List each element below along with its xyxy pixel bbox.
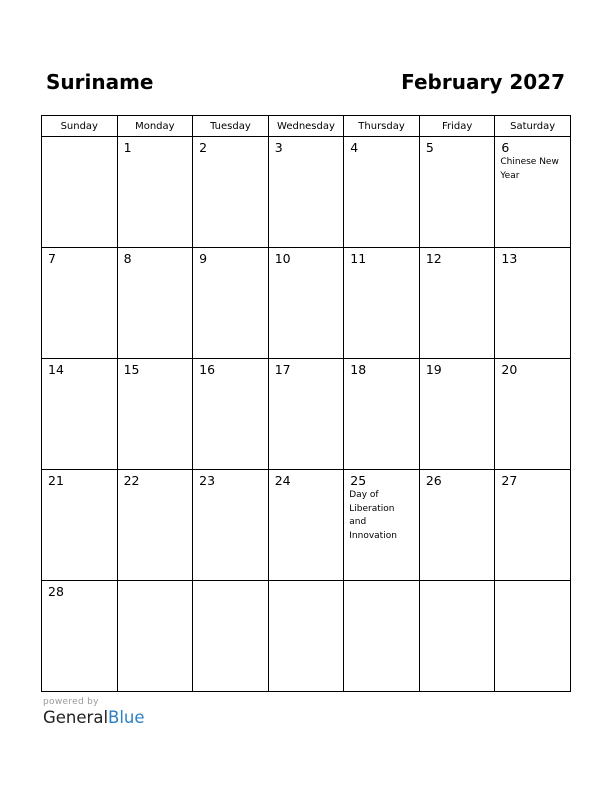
country-title: Suriname bbox=[46, 70, 154, 94]
day-number: 1 bbox=[123, 140, 132, 155]
week-row bbox=[42, 359, 571, 470]
weekday-sunday: Sunday bbox=[42, 116, 118, 137]
day-cell bbox=[419, 581, 495, 692]
day-number bbox=[495, 581, 570, 585]
day-number: 14 bbox=[48, 362, 64, 377]
week-row bbox=[42, 248, 571, 359]
weekday-header-row bbox=[42, 116, 571, 137]
day-number: 4 bbox=[350, 140, 359, 155]
day-number: 15 bbox=[123, 362, 140, 377]
calendar-grid bbox=[41, 115, 571, 692]
day-cell bbox=[117, 248, 193, 359]
day-number: 6 bbox=[501, 140, 510, 155]
day-cell bbox=[344, 470, 420, 581]
brand-general: General bbox=[43, 708, 109, 727]
week-row bbox=[42, 581, 571, 692]
day-cell bbox=[193, 137, 269, 248]
week-row bbox=[42, 470, 571, 581]
day-cell bbox=[193, 359, 269, 470]
weekday-saturday: Saturday bbox=[495, 116, 571, 137]
day-number: 11 bbox=[350, 251, 367, 266]
day-number: 3 bbox=[274, 140, 283, 155]
day-cell bbox=[42, 137, 118, 248]
day-cell bbox=[42, 470, 118, 581]
holiday-event: Day of Liberation and Innovation bbox=[349, 490, 397, 541]
day-number: 21 bbox=[48, 473, 64, 488]
weekday-monday: Monday bbox=[117, 116, 193, 137]
holiday-event: Chinese New Year bbox=[500, 157, 559, 181]
day-cell bbox=[495, 359, 571, 470]
day-number: 27 bbox=[501, 473, 518, 488]
footer-branding bbox=[43, 697, 145, 727]
day-number: 26 bbox=[425, 473, 442, 488]
powered-by-text: powered by bbox=[43, 697, 99, 707]
day-cell bbox=[193, 248, 269, 359]
day-number: 28 bbox=[48, 584, 64, 599]
day-number: 12 bbox=[425, 251, 442, 266]
day-number: 20 bbox=[501, 362, 518, 377]
day-cell bbox=[42, 359, 118, 470]
month-title: February 2027 bbox=[401, 70, 565, 94]
day-cell bbox=[193, 581, 269, 692]
day-number bbox=[420, 581, 495, 585]
day-number bbox=[193, 581, 268, 585]
day-cell bbox=[344, 581, 420, 692]
day-number: 5 bbox=[425, 140, 434, 155]
day-number: 22 bbox=[123, 473, 140, 488]
day-number bbox=[118, 581, 193, 585]
day-number: 2 bbox=[199, 140, 208, 155]
day-cell bbox=[117, 581, 193, 692]
day-cell bbox=[193, 470, 269, 581]
day-number: 16 bbox=[199, 362, 216, 377]
weekday-thursday: Thursday bbox=[344, 116, 420, 137]
day-cell bbox=[117, 470, 193, 581]
day-cell bbox=[495, 248, 571, 359]
day-cell bbox=[419, 470, 495, 581]
day-cell bbox=[419, 248, 495, 359]
day-cell bbox=[117, 359, 193, 470]
day-cell bbox=[42, 248, 118, 359]
day-cell bbox=[268, 470, 344, 581]
brand-blue: Blue bbox=[108, 708, 145, 727]
day-cell bbox=[268, 359, 344, 470]
day-cell bbox=[495, 470, 571, 581]
day-number bbox=[344, 581, 419, 585]
day-number bbox=[269, 581, 344, 585]
week-row bbox=[42, 137, 571, 248]
day-cell bbox=[495, 581, 571, 692]
day-number: 13 bbox=[501, 251, 518, 266]
day-number: 17 bbox=[274, 362, 291, 377]
brand-logo bbox=[43, 708, 145, 727]
day-number: 8 bbox=[123, 251, 132, 266]
day-cell bbox=[268, 581, 344, 692]
day-cell bbox=[42, 581, 118, 692]
day-cell bbox=[344, 137, 420, 248]
day-number: 19 bbox=[425, 362, 442, 377]
weekday-tuesday: Tuesday bbox=[193, 116, 269, 137]
day-number: 9 bbox=[199, 251, 208, 266]
day-cell bbox=[495, 137, 571, 248]
day-number: 25 bbox=[350, 473, 367, 488]
day-cell bbox=[117, 137, 193, 248]
day-number bbox=[42, 137, 117, 141]
day-cell bbox=[344, 248, 420, 359]
day-cell bbox=[419, 137, 495, 248]
day-number: 24 bbox=[274, 473, 291, 488]
weekday-wednesday: Wednesday bbox=[268, 116, 344, 137]
day-cell bbox=[344, 359, 420, 470]
day-cell bbox=[268, 248, 344, 359]
weekday-friday: Friday bbox=[419, 116, 495, 137]
day-number: 23 bbox=[199, 473, 216, 488]
day-cell bbox=[419, 359, 495, 470]
day-number: 10 bbox=[274, 251, 291, 266]
day-cell bbox=[268, 137, 344, 248]
day-number: 7 bbox=[48, 251, 56, 266]
day-number: 18 bbox=[350, 362, 367, 377]
